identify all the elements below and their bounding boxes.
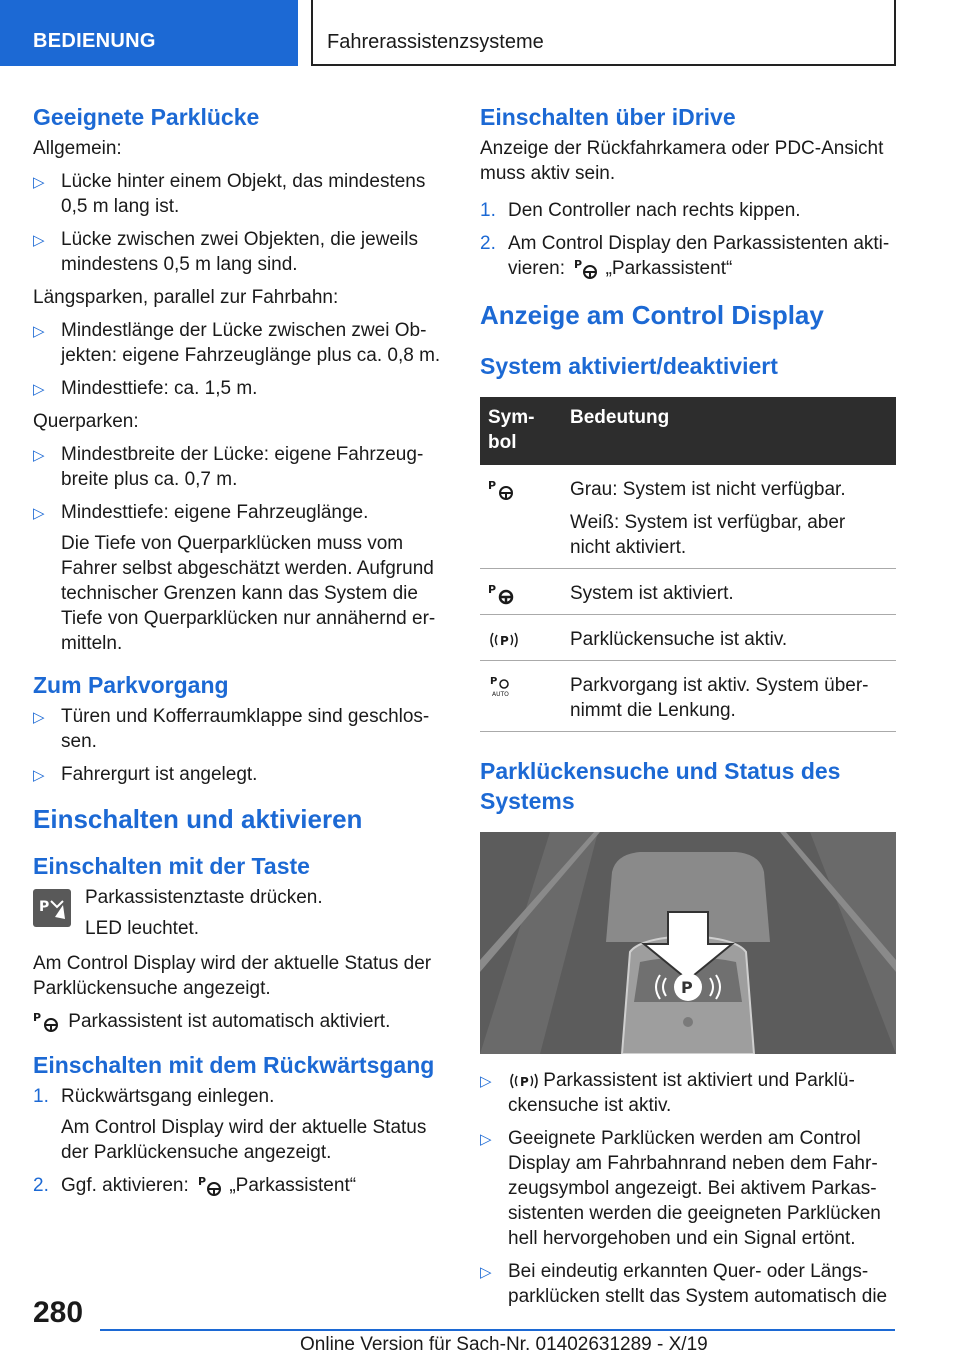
list-item: ▷ P Parkassistent ist aktiviert und Parklückensuche ist aktiv. [480, 1070, 855, 1116]
taste-step-1: Parkassistenztaste drücken. [85, 887, 323, 908]
heading-zum-parkvorgang: Zum Parkvorgang [33, 672, 229, 698]
heading-geeignete-parkluecke: Geeignete Parklücke [33, 104, 260, 130]
list-item: 1. Den Controller nach rechts kippen. [480, 200, 801, 221]
list-item: ▷ Lücke hinter einem Objekt, das mindestens 0,5 m lang ist. [33, 171, 426, 217]
park-assist-button-icon [33, 889, 71, 927]
list-item: ▷ Mindestlänge der Lücke zwischen zwei Objekten: eigene Fahrzeuglänge plus ca. 0,8 m. [33, 320, 441, 366]
park-search-icon [508, 1069, 538, 1093]
heading-einschalten-aktivieren: Einschalten und aktivieren [33, 804, 363, 834]
triangle-bullet-icon: ▷ [480, 1264, 492, 1281]
list-item: ▷ Fahrergurt ist angelegt. [33, 762, 449, 787]
triangle-bullet-icon: ▷ [33, 323, 45, 340]
triangle-bullet-icon: ▷ [33, 447, 45, 464]
idrive-steps [480, 198, 896, 281]
parking-display-illustration [480, 832, 896, 1054]
triangle-bullet-icon: ▷ [33, 381, 45, 398]
auto-activated-text: P Parkassistent ist automatisch aktiviert. [33, 1010, 391, 1032]
park-assist-icon [488, 478, 518, 502]
triangle-bullet-icon: ▷ [33, 232, 45, 249]
list-item: ▷ Mindesttiefe: eigene Fahrzeuglänge. Die Tiefe von Querparklücken muss vom Fahrer selbst abgeschätzt werden. Aufgrund technischer Grenzen kann das System die Tiefe von Querparklücken nur annähernd ermitteln. [33, 500, 449, 656]
querparken-list [33, 442, 449, 656]
table-header-meaning: Bedeutung [562, 397, 896, 465]
svg-text:P: P [574, 257, 583, 271]
park-assist-icon [194, 1174, 224, 1198]
heading-einschalten-idrive: Einschalten über iDrive [480, 104, 736, 130]
heading-anzeige-control-display: Anzeige am Control Display [480, 300, 824, 330]
laengsparken-label: Längsparken, parallel zur Fahrbahn: [33, 287, 339, 308]
taste-instruction [33, 885, 449, 941]
list-item: ▷ Geeignete Parklücken werden am Control Display am Fahrbahnrand neben dem Fahrzeugsymbol angezeigt. Bei aktivem Parkassistenten werden die geeigneten Parklücken hell hervorgehoben und ein Signal ertönt. [480, 1128, 881, 1249]
list-item: ▷ Bei eindeutig erkannten Quer- oder Längsparklücken stellt das System automatisch die [480, 1261, 888, 1307]
park-assist-icon [570, 257, 600, 281]
status-list [480, 1068, 896, 1309]
list-item: 2. Ggf. aktivieren: P „Parkassistent“ [33, 1174, 357, 1196]
triangle-bullet-icon: ▷ [480, 1131, 492, 1148]
right-column [480, 100, 896, 1317]
table-row: P Parklückensuche ist aktiv. [480, 615, 896, 661]
park-auto-icon [488, 674, 518, 698]
heading-system-aktiviert: System aktiviert/deaktiviert [480, 353, 778, 379]
triangle-bullet-icon: ▷ [33, 767, 45, 784]
chapter-box [311, 0, 896, 66]
table-row: P System ist aktiviert. [480, 569, 896, 615]
page-header [0, 0, 960, 66]
footer-version: Online Version für Sach-Nr. 01402631289 - X/19 [300, 1334, 708, 1355]
list-item: 2. Am Control Display den Parkassistenten aktivieren: P „Parkassistent“ [480, 233, 890, 279]
svg-text:P: P [681, 978, 693, 997]
footer-divider [100, 1329, 895, 1331]
list-item: ▷ Türen und Kofferraumklappe sind geschlossen. [33, 706, 430, 752]
svg-text:P: P [198, 1174, 207, 1188]
chapter-label: Fahrerassistenzsysteme [327, 31, 544, 53]
triangle-bullet-icon: ▷ [33, 709, 45, 726]
control-display-text: Am Control Display wird der aktuelle Status der Parklückensuche angezeigt. [33, 953, 432, 999]
table-row: P AUTO Parkvorgang ist aktiv. System übernimmt die Lenkung. [480, 661, 896, 732]
page-number: 280 [33, 1296, 84, 1329]
heading-einschalten-taste: Einschalten mit der Taste [33, 853, 310, 879]
list-item: ▷ Mindesttiefe: ca. 1,5 m. [33, 376, 449, 401]
list-item: ▷ Mindestbreite der Lücke: eigene Fahrzeugbreite plus ca. 0,7 m. [33, 444, 424, 490]
list-item: 1. Rückwärtsgang einlegen. Am Control Display wird der aktuelle Status der Parklückensuche angezeigt. [33, 1086, 427, 1163]
rueckwaertsgang-steps [33, 1084, 449, 1198]
idrive-text: Anzeige der Rückfahrkamera oder PDC-Ansicht muss aktiv sein. [480, 138, 884, 184]
svg-text:AUTO: AUTO [492, 690, 509, 698]
allgemein-list [33, 169, 449, 277]
svg-text:P: P [520, 1074, 529, 1089]
heading-parkluckensuche-status: Parklückensuche und Status des Systems [480, 758, 841, 814]
allgemein-label: Allgemein: [33, 138, 122, 159]
park-assist-active-icon [488, 582, 518, 606]
table-header-symbol: Symbol [480, 397, 562, 465]
heading-einschalten-rueckwaertsgang: Einschalten mit dem Rückwärtsgang [33, 1052, 435, 1078]
triangle-bullet-icon: ▷ [480, 1073, 492, 1090]
querparken-label: Querparken: [33, 411, 139, 432]
section-label: BEDIENUNG [0, 0, 298, 66]
svg-text:P: P [490, 675, 498, 687]
parkvorgang-list [33, 704, 449, 787]
querparken-note: Die Tiefe von Querparklücken muss vom Fahrer selbst abgeschätzt werden. Aufgrund technischer Grenzen kann das System die Tiefe von Querparklücken nur annähernd ermitteln. [61, 533, 436, 654]
svg-text:P: P [500, 633, 509, 648]
svg-text:P: P [488, 582, 497, 596]
taste-step-2: LED leuchtet. [85, 918, 200, 939]
svg-text:P: P [488, 478, 497, 492]
park-search-icon [488, 628, 518, 652]
svg-text:P: P [33, 1010, 42, 1024]
list-item: ▷ Lücke zwischen zwei Objekten, die jeweils mindestens 0,5 m lang sind. [33, 229, 418, 275]
laengsparken-list [33, 318, 449, 401]
triangle-bullet-icon: ▷ [33, 174, 45, 191]
triangle-bullet-icon: ▷ [33, 505, 45, 522]
left-column [33, 100, 449, 1206]
svg-text:P: P [39, 899, 50, 915]
table-row: P Grau: System ist nicht verfügbar. Weiß: System ist verfügbar, aber nicht aktiviert. [480, 465, 896, 569]
park-assist-icon [33, 1010, 63, 1034]
symbol-table [480, 397, 896, 732]
